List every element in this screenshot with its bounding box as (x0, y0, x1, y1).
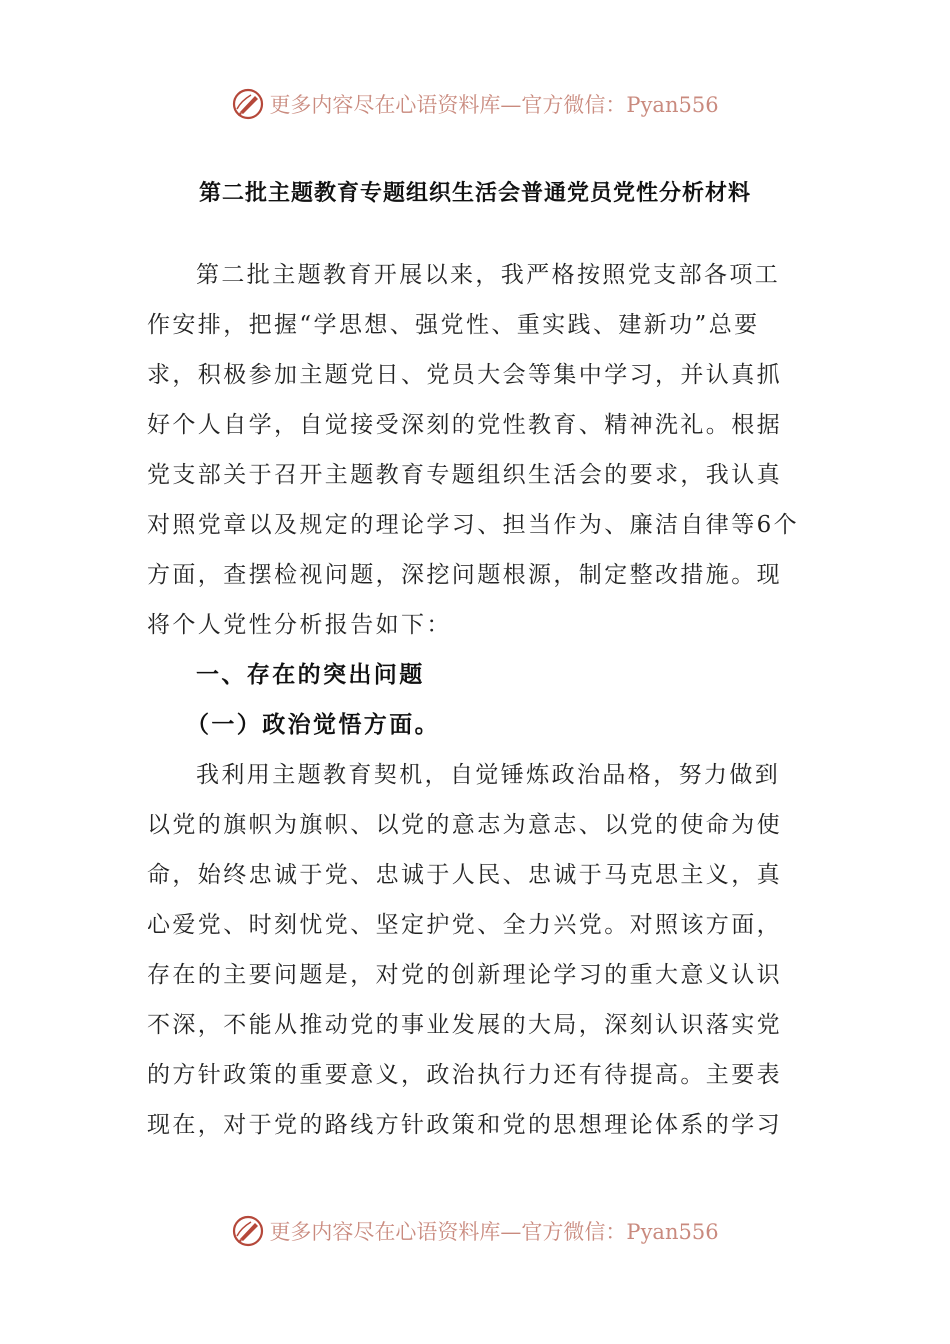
paragraph-line: 第二批主题教育开展以来，我严格按照党支部各项工 (196, 262, 781, 288)
paragraph-line: 求，积极参加主题党日、党员大会等集中学习，并认真抓 (147, 362, 782, 388)
paragraph-line: 现在，对于党的路线方针政策和党的思想理论体系的学习 (147, 1112, 782, 1138)
pen-logo-icon (231, 87, 265, 121)
section-heading: 一、存在的突出问题 (196, 661, 425, 688)
paragraph-line: 命，始终忠诚于党、忠诚于人民、忠诚于马克思主义，真 (147, 862, 782, 888)
watermark-banner-bottom (0, 1211, 950, 1251)
watermark-text: 更多内容尽在心语资料库—官方微信：Pyan556 (269, 93, 719, 117)
paragraph-line: 方面，查摆检视问题，深挖问题根源，制定整改措施。现 (147, 562, 782, 588)
paragraph-line: 我利用主题教育契机，自觉锤炼政治品格，努力做到 (196, 762, 781, 788)
watermark-text: 更多内容尽在心语资料库—官方微信：Pyan556 (269, 1220, 719, 1244)
paragraph-line: 党支部关于召开主题教育专题组织生活会的要求，我认真 (147, 462, 782, 488)
paragraph-line: 对照党章以及规定的理论学习、担当作为、廉洁自律等6个 (147, 512, 800, 538)
subsection-heading: （一）政治觉悟方面。 (186, 711, 440, 738)
paragraph-line: 好个人自学，自觉接受深刻的党性教育、精神洗礼。根据 (147, 412, 782, 438)
paragraph-line: 存在的主要问题是，对党的创新理论学习的重大意义认识 (147, 962, 782, 988)
paragraph-line: 以党的旗帜为旗帜、以党的意志为意志、以党的使命为使 (147, 812, 782, 838)
pen-logo-icon (231, 1214, 265, 1248)
paragraph-line: 不深，不能从推动党的事业发展的大局，深刻认识落实党 (147, 1012, 782, 1038)
paragraph-line: 的方针政策的重要意义，政治执行力还有待提高。主要表 (147, 1062, 782, 1088)
paragraph-line: 将个人党性分析报告如下： (147, 612, 452, 638)
watermark-banner-top (0, 84, 950, 124)
paragraph-line: 作安排，把握“学思想、强党性、重实践、建新功”总要 (147, 312, 760, 338)
paragraph-line: 心爱党、时刻忧党、坚定护党、全力兴党。对照该方面， (147, 912, 782, 938)
document-title: 第二批主题教育专题组织生活会普通党员党性分析材料 (198, 180, 751, 206)
